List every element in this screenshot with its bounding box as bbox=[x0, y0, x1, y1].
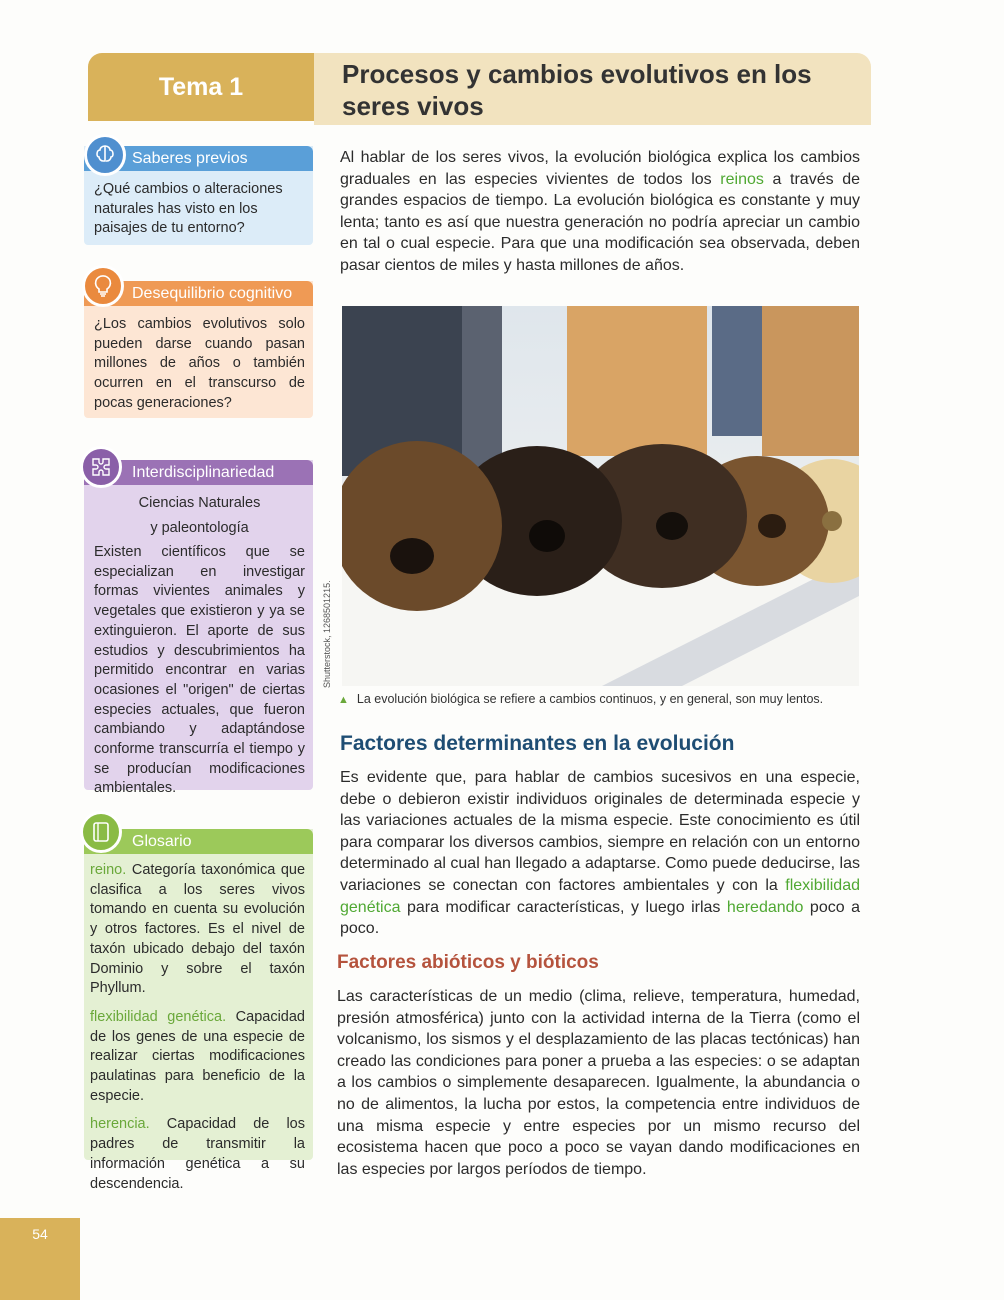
puzzle-icon bbox=[80, 446, 122, 488]
subsection-heading: Factores abióticos y bióticos bbox=[337, 952, 599, 973]
glosario-list bbox=[90, 861, 305, 1203]
section-paragraph bbox=[340, 767, 860, 940]
section-text-2: para modificar características, y luego irlas bbox=[400, 898, 727, 916]
glosario-definition: Categoría taxonómica que clasifica a los seres vivos tomando en cuenta su evolución y otros factores. Es el nivel de taxón ubicado debajo del taxón Dominio y sobre el taxón Phyllum. bbox=[90, 862, 306, 997]
section-link-flexibilidad[interactable]: flexibilidad genética bbox=[340, 876, 860, 916]
interdisciplinariedad-heading: Interdisciplinariedad bbox=[84, 460, 313, 485]
section-text-1: Es evidente que, para hablar de cambios sucesivos en una especie, debe o debieron existir individuos originales de determinada especie y las variaciones actuales de la misma especie. Este conocimiento es útil para comparar los diversos cambios, siempre en relación con un entorno determinado al cual han llegado a adaptarse. Como puede deducirse, las variaciones se conectan con factores ambientales y con la bbox=[340, 769, 860, 894]
interdisciplinariedad-subtitle-2: y paleontología bbox=[150, 520, 249, 536]
glosario-term: reino. bbox=[90, 862, 127, 878]
book-icon bbox=[80, 811, 122, 853]
page-number-box bbox=[0, 1218, 80, 1300]
page-title: Procesos y cambios evolutivos en los seres vivos bbox=[342, 59, 812, 121]
photo-credit: Shutterstock, 1268501215. bbox=[322, 580, 332, 688]
intro-text-2: a través de grandes espacios de tiempo. La evolución biológica es constante y muy lenta; tanto es así que nuestra generación no podría apreciar un cambio en tal o cual especie. Para que una modificación sea observada, deben pasar cientos de miles y hasta millones de años. bbox=[340, 170, 861, 274]
section-heading: Factores determinantes en la evolución bbox=[340, 732, 735, 755]
intro-text-1: Al hablar de los seres vivos, la evolución biológica explica los cambios graduales en las especies vivientes de todos los bbox=[340, 149, 860, 188]
interdisciplinariedad-text: Existen científicos que se especializan en investigar formas vivientes animales y vegetales que existieron y ya se extinguieron. El aporte de sus estudios y descubrimientos ha permitido encontrar en varias ocasiones el "origen" de ciertas especies actuales, que fueron cambiando y adaptándose conforme transcurría el tiempo y se producían modificaciones ambientales. bbox=[94, 544, 305, 797]
interdisciplinariedad-subtitle-1: Ciencias Naturales bbox=[138, 495, 261, 511]
glosario-term: flexibilidad genética. bbox=[90, 1008, 227, 1025]
glosario-box bbox=[84, 829, 313, 1192]
triangle-icon: ▲ bbox=[338, 694, 349, 706]
interdisciplinariedad-box bbox=[84, 460, 313, 797]
saberes-previos-text: ¿Qué cambios o alteraciones naturales has visto en los paisajes de tu entorno? bbox=[94, 181, 283, 237]
caption-text: La evolución biológica se refiere a cambios continuos, y en general, son muy lentos. bbox=[356, 692, 824, 706]
desequilibrio-heading: Desequilibrio cognitivo bbox=[84, 281, 313, 306]
tema-tab bbox=[88, 53, 314, 121]
photo-caption bbox=[338, 692, 858, 706]
lightbulb-icon bbox=[82, 265, 124, 307]
subsection-paragraph: Las características de un medio (clima, relieve, temperatura, humedad, presión atmosférica) junto con la actividad interna de la Tierra (como el volcanismo, los sismos y el desplazamiento de las placas tectónicas) han creado las condiciones para poner a prueba a las especies: o se adaptan a los cambios o simplemente desaparecen. Igualmente, la abundancia o no de alimentos, la lucha por estos, la competencia entre individuos de una misma especie y entre especies por un mismo recurso del ecosistema hacen que poco a poco se vayan dando modificaciones en las especies por largos períodos de tiempo. bbox=[337, 988, 860, 1178]
glosario-definition: Capacidad de los padres de transmitir la información genética a su descendencia. bbox=[90, 1116, 305, 1192]
glosario-entry-flexibilidad bbox=[90, 1008, 305, 1107]
section-text-3: poco a poco. bbox=[340, 898, 861, 938]
desequilibrio-text: ¿Los cambios evolutivos solo pueden darse cuando pasan millones de años o también ocurren en el transcurso de pocas generaciones? bbox=[94, 316, 305, 411]
intro-link-reinos[interactable]: reinos bbox=[720, 170, 764, 188]
page-number: 54 bbox=[32, 1226, 48, 1242]
glosario-term: herencia. bbox=[90, 1116, 150, 1133]
saberes-previos-heading: Saberes previos bbox=[84, 146, 313, 171]
tema-label: Tema 1 bbox=[158, 72, 244, 101]
glosario-entry-reino bbox=[90, 861, 305, 999]
glosario-heading: Glosario bbox=[84, 829, 313, 854]
glosario-entry-herencia bbox=[90, 1115, 305, 1194]
glosario-definition: Capacidad de los genes de una especie de realizar ciertas modificaciones paulatinas para beneficio de la especie. bbox=[90, 1008, 305, 1104]
intro-paragraph bbox=[340, 147, 860, 277]
section-link-heredando[interactable]: heredando bbox=[726, 898, 804, 916]
brain-icon bbox=[84, 134, 126, 176]
skulls-photo bbox=[342, 306, 859, 686]
desequilibrio-box bbox=[84, 281, 313, 418]
